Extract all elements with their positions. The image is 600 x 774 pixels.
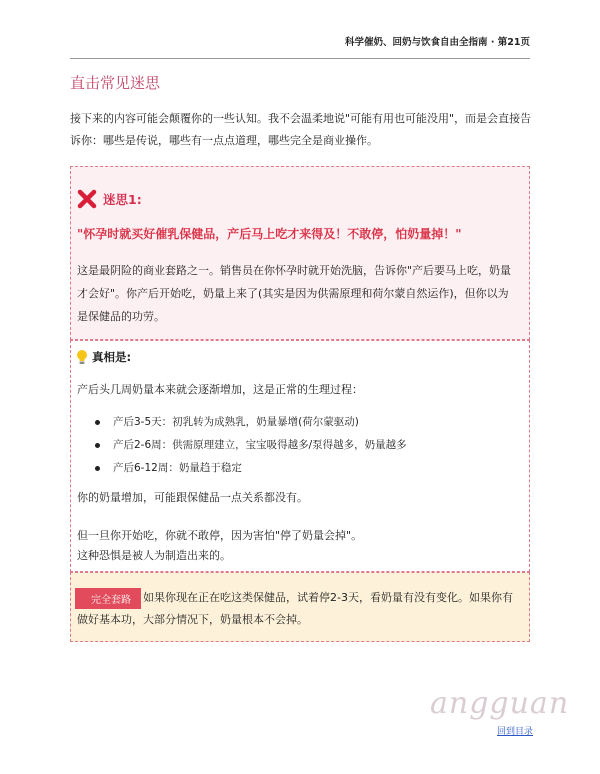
truth-paragraph: 这种恐惧是被人为制造出来的。 — [77, 549, 231, 562]
note-text: 如果你现在正在吃这类保健品，试着停2-3天，看奶量有没有变化。如果你有做好基本功，大部分情况下，奶量根本不会掉。 — [77, 591, 513, 626]
list-item: 产后3-5天：初乳转为成熟乳，奶量暴增(荷尔蒙驱动) — [95, 411, 407, 434]
myth-box — [70, 166, 530, 340]
cross-mark-icon — [77, 189, 97, 209]
truth-heading — [75, 349, 131, 365]
list-item: 产后6-12周：奶量趋于稳定 — [95, 457, 407, 480]
signature-watermark: angguan — [430, 686, 570, 721]
header-divider — [70, 58, 530, 59]
running-header: 科学催奶、回奶与饮食自由全指南 · 第21页 — [345, 37, 530, 48]
truth-lead: 产后头几周奶量本来就会逐渐增加，这是正常的生理过程： — [77, 383, 363, 396]
intro-paragraph: 接下来的内容可能会颠覆你的一些认知。我不会温柔地说"可能有用也可能没用"，而是会直接告诉你：哪些是传说，哪些有一点点道理，哪些完全是商业操作。 — [70, 112, 532, 147]
list-item: 产后2-6周：供需原理建立，宝宝吸得越多/泵得越多，奶量越多 — [95, 434, 407, 457]
back-to-toc-link[interactable]: 回到目录 — [497, 727, 534, 737]
truth-paragraph: 你的奶量增加，可能跟保健品一点关系都没有。 — [77, 491, 308, 504]
myth-label: 迷思1: — [103, 192, 142, 207]
truth-paragraph: 但一旦你开始吃，你就不敢停，因为害怕"停了奶量会掉"。 — [77, 529, 363, 542]
light-bulb-icon — [75, 349, 89, 365]
myth-quote: "怀孕时就买好催乳保健品，产后马上吃才来得及！不敢停，怕奶量掉！" — [77, 227, 462, 241]
scam-badge: 完全套路 — [75, 588, 141, 609]
section-title: 直击常见迷思 — [70, 74, 161, 92]
truth-list — [95, 411, 407, 480]
truth-box — [70, 340, 530, 572]
myth-heading — [77, 189, 142, 209]
myth-body: 这是最阴险的商业套路之一。销售员在你怀孕时就开始洗脑，告诉你"产后要马上吃，奶量才会好"。你产后开始吃，奶量上来了(其实是因为供需原理和荷尔蒙自然运作)，但你以为是保健品的功劳。 — [77, 264, 512, 323]
note-box — [70, 572, 530, 642]
truth-label: 真相是: — [92, 350, 132, 364]
